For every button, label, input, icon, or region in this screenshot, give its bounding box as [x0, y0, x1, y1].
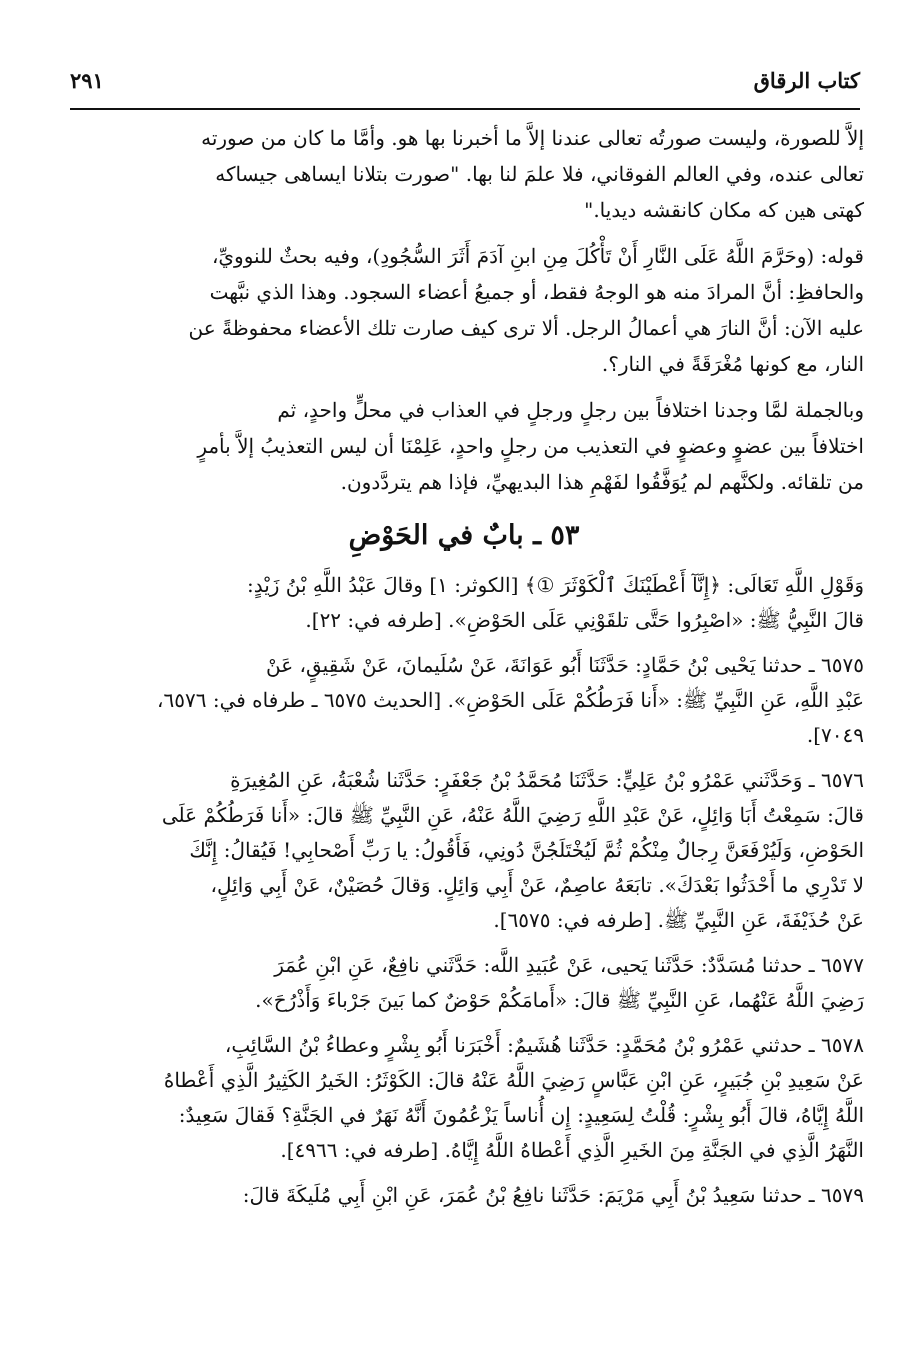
hadith-6576	[64, 763, 864, 938]
text-line: ٦٥٧٨ ـ حدثني عَمْرُو بْنُ مُحَمَّدٍ: حَدَّثَنا هُشَيمٌ: أَخْبَرَنا أَبُو بِشْرٍ وعطاءُ بْنُ السَّائِبِ،	[224, 1033, 864, 1057]
text-line: عَبْدِ اللَّهِ، عَنِ النَّبِيِّ ﷺ: «أَنا فَرَطُكُمْ عَلَى الحَوْضِ». [الحديث ٦٥٧٥ ـ طرفاه في: ٦٥٧٦،	[157, 688, 864, 712]
hadith-6579	[64, 1178, 864, 1213]
text-line: الحَوْضِ، وَلَيُرْفَعَنَّ رِجالٌ مِنْكُمْ ثُمَّ لَيُخْتَلَجُنَّ دُونِي، فَأَقُولُ: يا رَبِّ أَصْحابِي! فَيُقالُ: إِنَّكَ	[189, 838, 864, 862]
text-line: عَنْ حُذَيْفَةَ، عَنِ النَّبِيِّ ﷺ. [طرفه في: ٦٥٧٥].	[493, 908, 864, 932]
text-line: النار، مع كونها مُغْرَقَةً في النار؟.	[601, 352, 864, 376]
page-number: ٢٩١	[70, 68, 104, 93]
hadith-6577	[64, 948, 864, 1018]
chapter-intro	[64, 568, 864, 638]
text-line: ٧٠٤٩].	[806, 723, 864, 747]
text-line: وبالجملة لمَّا وجدنا اختلافاً بين رجلٍ ورجلٍ في العذاب في محلٍّ واحدٍ، ثم	[277, 398, 864, 422]
running-title: كتاب الرقاق	[753, 68, 860, 93]
chapter-heading: ٥٣ ـ بابٌ في الحَوْضِ	[348, 520, 580, 551]
hadith-6578	[64, 1028, 864, 1168]
text-line: رَضِيَ اللَّهُ عَنْهُما، عَنِ النَّبِيِّ ﷺ قالَ: «أَمامَكُمْ حَوْضٌ كما بَينَ جَرْباءَ وَأَذْرُحَ».	[255, 988, 864, 1012]
page-body	[64, 120, 864, 1223]
text-line: قالَ: سَمِعْتُ أَبَا وَائِلٍ، عَنْ عَبْدِ اللَّهِ رَضِيَ اللَّهُ عَنْهُ، عَنِ النَّبِيِّ ﷺ قالَ: «أَنا فَرَطُكُمْ عَلَى	[161, 803, 864, 827]
text-line: عليه الآن: أنَّ النارَ هي أعمالُ الرجل. ألا ترى كيف صارت تلك الأعضاء محفوظةً عن	[188, 316, 864, 340]
text-line: النَّهَرُ الَّذِي في الجَنَّةِ مِنَ الخَيرِ الَّذِي أَعْطاهُ اللَّهُ إِيَّاهُ. [طرفه في: ٤٩٦٦].	[280, 1138, 864, 1162]
commentary-paragraph	[64, 392, 864, 500]
text-line: ٦٥٧٦ ـ وَحَدَّثَني عَمْرُو بْنُ عَلِيٍّ: حَدَّثَنَا مُحَمَّدُ بْنُ جَعْفَرٍ: حَدَّثَنا شُعْبَةُ، عَنِ المُغِيرَةِ	[230, 768, 864, 792]
text-line: اللَّهُ إِيَّاهُ، قالَ أَبُو بِشْرٍ: قُلْتُ لِسَعِيدٍ: إِن أُناساً يَزْعُمُونَ أَنَّهُ نَهَرٌ في الجَنَّةِ؟ فَقالَ سَعِيدٌ:	[178, 1103, 864, 1127]
text-line: من تلقائه. ولكنَّهم لم يُوَفَّقُوا لفَهْمِ هذا البديهيِّ، فإذا هم يتردَّدون.	[340, 470, 864, 494]
text-line: ٦٥٧٥ ـ حدثنا يَحْيى بْنُ حَمَّادٍ: حَدَّثَنَا أَبُو عَوَانَةَ، عَنْ سُلَيمانَ، عَنْ شَقِيقٍ، عَنْ	[266, 653, 864, 677]
text-line: عَنْ سَعِيدِ بْنِ جُبَيرٍ، عَنِ ابْنِ عَبَّاسٍ رَضِيَ اللَّهُ عَنْهُ قالَ: الكَوْثَرُ: الخَيرُ الكَثِيرُ الَّذِي أَعْطاهُ	[163, 1068, 864, 1092]
page-header	[70, 64, 860, 110]
hadith-6575	[64, 648, 864, 753]
commentary-paragraph	[64, 238, 864, 382]
text-line: وَقَوْلِ اللَّهِ تَعَالَى: ﴿إِنَّآ أَعْطَيْنَكَ ٱلْكَوْثَرَ ①﴾ [الكوثر: ١] وقالَ عَبْدُ اللَّهِ بْنُ زَيْدٍ:	[246, 573, 864, 597]
text-line: قوله: (وحَرَّمَ اللَّهُ عَلَى النَّارِ أَنْ تَأْكُلَ مِنِ ابنِ آدَمَ أَثَرَ السُّجُودِ)، وفيه بحثٌ للنوويِّ،	[211, 244, 864, 268]
text-line: تعالى عنده، وفي العالم الفوقاني، فلا علمَ لنا بها. "صورت بتلانا ايساهى جيساكه	[215, 162, 864, 186]
text-line: إلاَّ للصورة، وليست صورتُه تعالى عندنا إلاَّ ما أخبرنا بها هو. وأمَّا ما كان من صورته	[201, 126, 864, 150]
commentary-paragraph	[64, 120, 864, 228]
text-line: قالَ النَّبِيُّ ﷺ: «اصْبِرُوا حَتَّى تلقَوْنِي عَلَى الحَوْضِ». [طرفه في: ٢٢].	[305, 608, 864, 632]
text-line: كهتى هين كه مكان كانقشه ديديا."	[584, 198, 864, 222]
text-line: لا تَدْرِي ما أَحْدَثُوا بَعْدَكَ». تابَعَهُ عاصِمٌ، عَنْ أَبِي وَائِلٍ. وَقالَ حُصَيْنٌ، عَنْ أَبِي وَائِلٍ،	[210, 873, 864, 897]
text-line: اختلافاً بين عضوٍ وعضوٍ في التعذيب من رجلٍ واحدٍ، عَلِمْنَا أن ليس التعذيبُ إلاَّ بأمرٍ	[197, 434, 864, 458]
text-line: ٦٥٧٧ ـ حدثنا مُسَدَّدٌ: حَدَّثَنا يَحيى، عَنْ عُبَيدِ اللَّه: حَدَّثَني نافِعٌ، عَنِ ابْنِ عُمَرَ	[274, 953, 864, 977]
text-line: والحافظِ: أنَّ المرادَ منه هو الوجهُ فقط، أو جميعُ أعضاء السجود. وهذا الذي نبَّهت	[209, 280, 864, 304]
text-line: ٦٥٧٩ ـ حدثنا سَعِيدُ بْنُ أَبِي مَرْيَمَ: حَدَّثَنا نافِعُ بْنُ عُمَرَ، عَنِ ابْنِ أَبِي مُلَيكَةَ قالَ:	[242, 1183, 864, 1207]
